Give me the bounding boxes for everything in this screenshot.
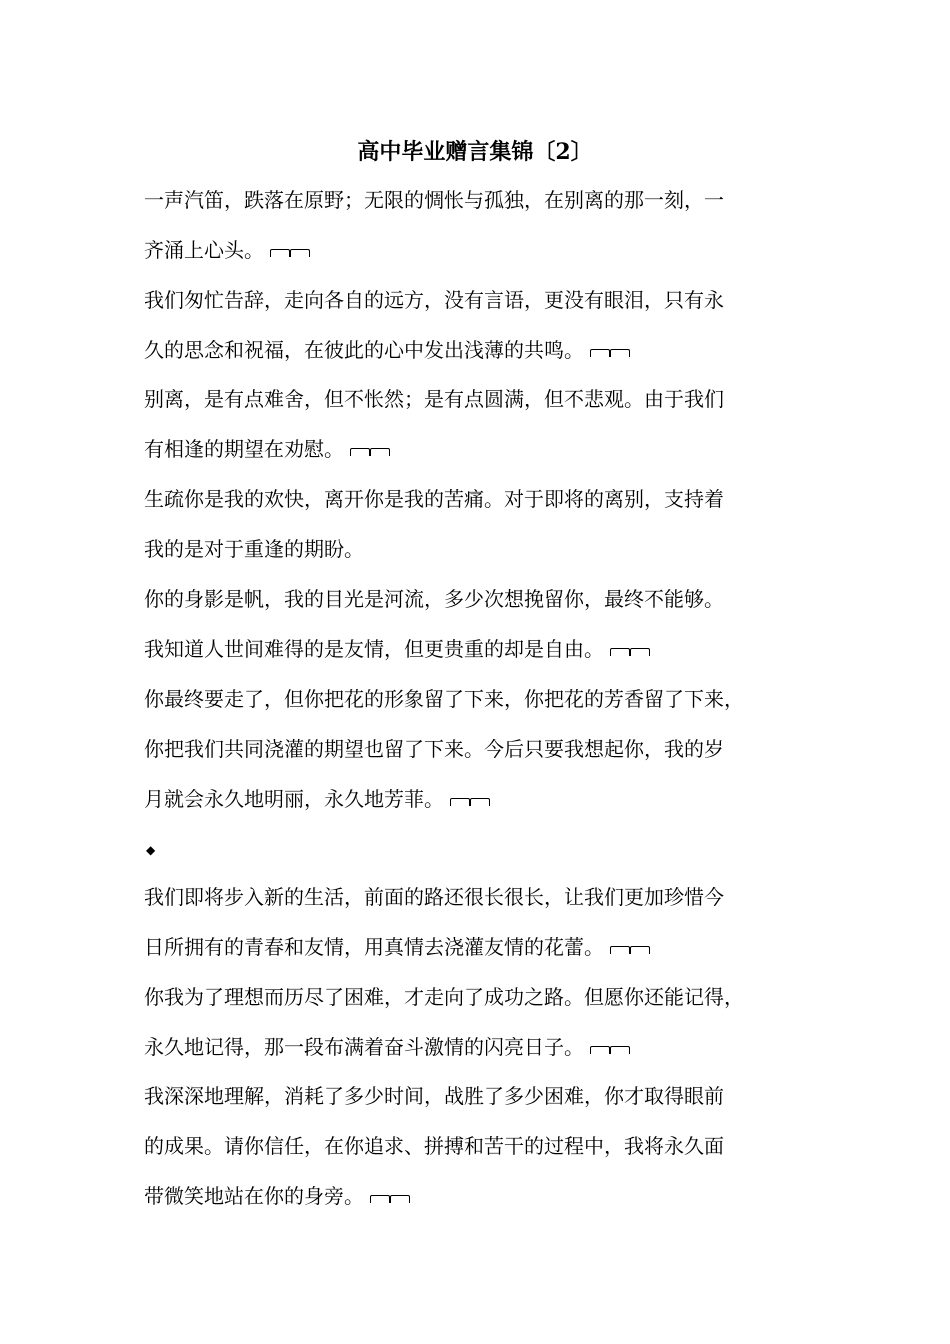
text-line: 月就会永久地明丽，永久地芳菲。 xyxy=(144,784,494,814)
end-mark-icon xyxy=(450,796,494,808)
text-line: 我们即将步入新的生活，前面的路还很长很长，让我们更加珍惜今 xyxy=(144,885,724,909)
text-line: 齐涌上心头。 xyxy=(144,235,314,265)
end-mark-icon xyxy=(370,1193,414,1205)
end-mark-icon xyxy=(270,247,314,259)
text-line: 有相逢的期望在劝慰。 xyxy=(144,434,394,464)
text-line: 别离，是有点难舍，但不怅然；是有点圆满，但不悲观。由于我们 xyxy=(144,387,724,411)
text-line: 你最终要走了，但你把花的形象留了下来，你把花的芳香留了下来， xyxy=(144,687,744,711)
end-mark-icon xyxy=(590,347,634,359)
text-line: 你的身影是帆，我的目光是河流，多少次想挽留你，最终不能够。 xyxy=(144,587,724,611)
end-mark-icon xyxy=(610,944,654,956)
document-title: 高中毕业赠言集锦〔2〕 xyxy=(357,139,593,165)
end-mark-icon xyxy=(610,646,654,658)
text-line: 带微笑地站在你的身旁。 xyxy=(144,1181,414,1211)
text-line: 我知道人世间难得的是友情，但更贵重的却是自由。 xyxy=(144,634,654,664)
text-line: 你我为了理想而历尽了困难，才走向了成功之路。但愿你还能记得， xyxy=(144,985,744,1009)
text-line: 久的思念和祝福，在彼此的心中发出浅薄的共鸣。 xyxy=(144,335,634,365)
text-line: 我们匆忙告辞，走向各自的远方，没有言语，更没有眼泪，只有永 xyxy=(144,288,724,312)
text-line: 生疏你是我的欢快，离开你是我的苦痛。对于即将的离别，支持着 xyxy=(144,487,724,511)
bullet-diamond-icon: ◆ xyxy=(146,843,156,857)
text-line: 永久地记得，那一段布满着奋斗激情的闪亮日子。 xyxy=(144,1032,634,1062)
end-mark-icon xyxy=(350,446,394,458)
text-line: 的成果。请你信任，在你追求、拼搏和苦干的过程中，我将永久面 xyxy=(144,1134,724,1158)
end-mark-icon xyxy=(590,1044,634,1056)
text-line: 我深深地理解，消耗了多少时间，战胜了多少困难，你才取得眼前 xyxy=(144,1084,724,1108)
text-line: 一声汽笛，跌落在原野；无限的惆怅与孤独，在别离的那一刻，一 xyxy=(144,188,724,212)
text-line: 我的是对于重逢的期盼。 xyxy=(144,537,364,561)
text-line: 你把我们共同浇灌的期望也留了下来。今后只要我想起你，我的岁 xyxy=(144,737,724,761)
text-line: 日所拥有的青春和友情，用真情去浇灌友情的花蕾。 xyxy=(144,932,654,962)
